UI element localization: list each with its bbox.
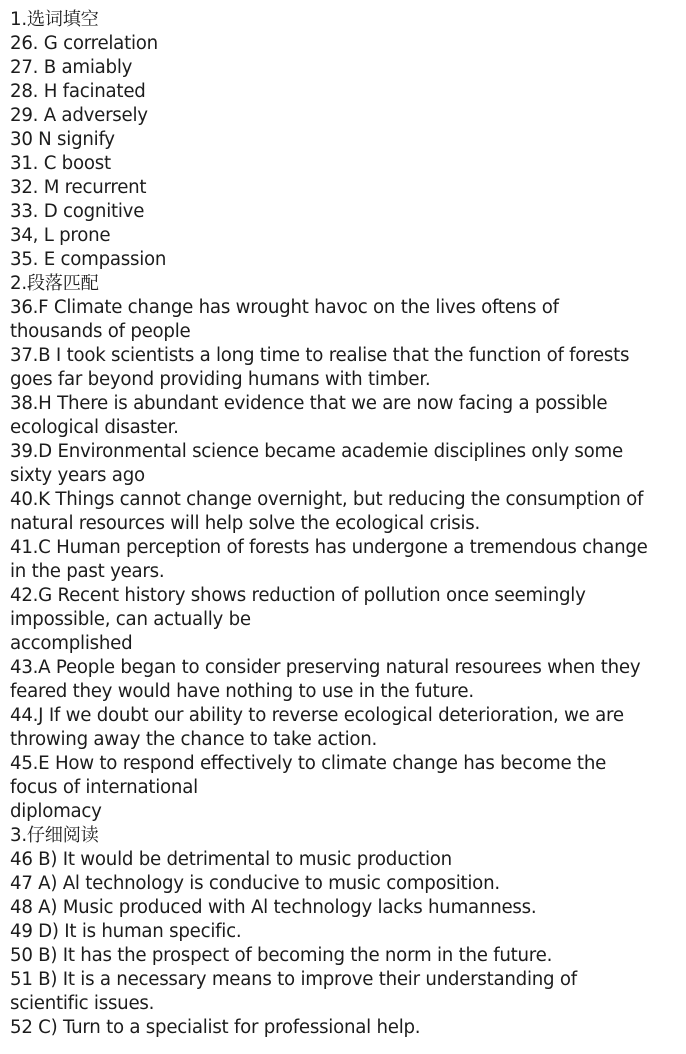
answer-48: 48 A) Music produced with Al technology lacks humanness. xyxy=(10,897,537,918)
answer-27: 27. B amiably xyxy=(10,57,133,78)
answer-35: 35. E compassion xyxy=(10,249,167,270)
answer-42-cont-2: accomplished xyxy=(10,633,133,654)
answer-43: 43.A People began to consider preserving natural resourees when they xyxy=(10,657,641,678)
answer-39: 39.D Environmental science became academie disciplines only some xyxy=(10,441,623,462)
answer-45-cont: focus of international xyxy=(10,777,198,798)
answer-37: 37.B I took scientists a long time to realise that the function of forests xyxy=(10,345,630,366)
answer-36: 36.F Climate change has wrought havoc on the lives oftens of xyxy=(10,297,559,318)
answer-46: 46 B) It would be detrimental to music production xyxy=(10,849,452,870)
answer-29: 29. A adversely xyxy=(10,105,148,126)
answer-51: 51 B) It is a necessary means to improve their understanding of xyxy=(10,969,577,990)
answer-41: 41.C Human perception of forests has undergone a tremendous change xyxy=(10,537,648,558)
answer-34: 34, L prone xyxy=(10,225,111,246)
answer-51-cont: scientific issues. xyxy=(10,993,155,1014)
answer-49: 49 D) It is human specific. xyxy=(10,921,242,942)
answer-41-cont: in the past years. xyxy=(10,561,165,582)
answer-50: 50 B) It has the prospect of becoming the norm in the future. xyxy=(10,945,553,966)
answer-30: 30 N signify xyxy=(10,129,115,150)
answer-32: 32. M recurrent xyxy=(10,177,147,198)
answer-45: 45.E How to respond effectively to climate change has become the xyxy=(10,753,607,774)
section-heading-matching: 2.段落匹配 xyxy=(10,273,99,294)
answer-36-cont: thousands of people xyxy=(10,321,191,342)
answer-52: 52 C) Turn to a specialist for professional help. xyxy=(10,1017,421,1038)
answer-38: 38.H There is abundant evidence that we are now facing a possible xyxy=(10,393,608,414)
answer-28: 28. H facinated xyxy=(10,81,146,102)
answer-47: 47 A) Al technology is conducive to music composition. xyxy=(10,873,500,894)
answer-40-cont: natural resources will help solve the ecological crisis. xyxy=(10,513,481,534)
answer-33: 33. D cognitive xyxy=(10,201,145,222)
answer-26: 26. G correlation xyxy=(10,33,158,54)
answer-38-cont: ecological disaster. xyxy=(10,417,179,438)
answer-40: 40.K Things cannot change overnight, but reducing the consumption of xyxy=(10,489,644,510)
answer-44: 44.J If we doubt our ability to reverse ecological deterioration, we are xyxy=(10,705,624,726)
answer-37-cont: goes far beyond providing humans with timber. xyxy=(10,369,431,390)
answer-44-cont: throwing away the chance to take action. xyxy=(10,729,378,750)
answer-39-cont: sixty years ago xyxy=(10,465,145,486)
answer-43-cont: feared they would have nothing to use in the future. xyxy=(10,681,474,702)
answer-42: 42.G Recent history shows reduction of pollution once seemingly xyxy=(10,585,586,606)
answer-45-cont-2: diplomacy xyxy=(10,801,102,822)
section-heading-cloze: 1.选词填空 xyxy=(10,9,99,30)
section-heading-reading: 3.仔细阅读 xyxy=(10,825,99,846)
answer-42-cont: impossible, can actually be xyxy=(10,609,251,630)
answer-31: 31. C boost xyxy=(10,153,111,174)
